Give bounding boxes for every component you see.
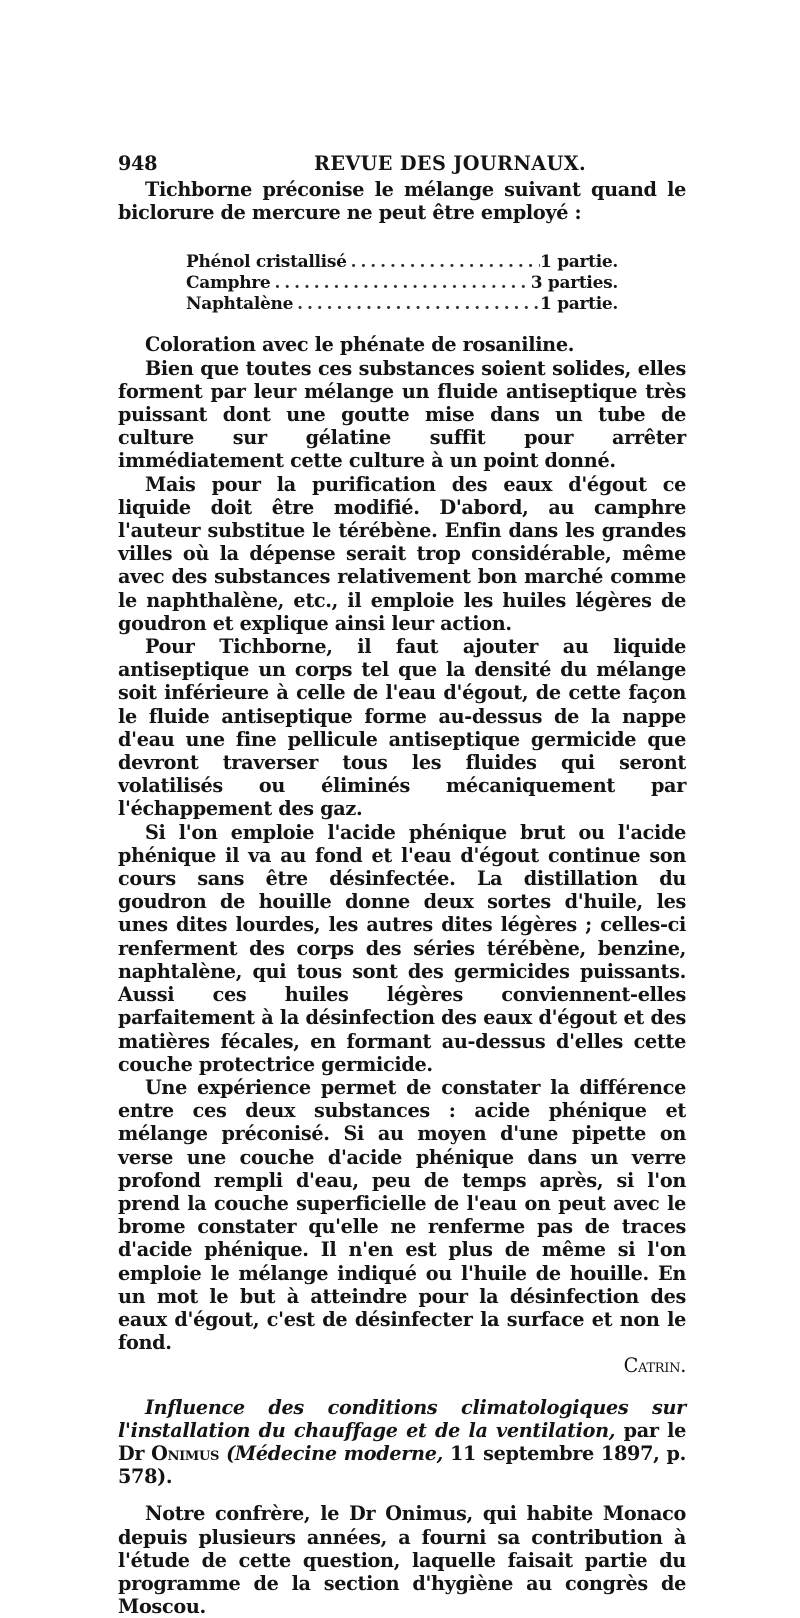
body-paragraph: Coloration avec le phénate de rosaniline. [145,333,575,357]
recipe-quantity: 1 partie. [540,294,618,315]
article-source: (Médecine moderne, [226,1441,443,1465]
article-paragraph: Notre confrère, le Dr Onimus, qui habite Monaco depuis plusieurs années, a fourni sa contribution à l'étude de cette question, laquelle faisait partie du programme de la section d'hygiène au congrès de Moscou. [118,1502,686,1618]
recipe-ingredient: Naphtalène [186,294,294,315]
intro-paragraph: Tichborne préconise le mélange suivant quand le biclorure de mercure ne peut être employé : [118,178,686,225]
article-date: 11 septembre 1897, p. 578). [118,1441,686,1489]
leader-dots [293,294,540,315]
body-paragraph: Bien que toutes ces substances soient solides, elles forment par leur mélange un fluide antiseptique très puissant dont une goutte mise dans un tube de culture sur gélatine suffit pour arrêter immédiatement cette culture à un point donné. [118,356,686,473]
author-signature: Catrin. [623,1354,686,1378]
article-heading [118,1396,686,1489]
recipe-row [186,294,618,315]
body-paragraph: Si l'on emploie l'acide phénique brut ou l'acide phénique il va au fond et l'eau d'égout continue son cours sans être désinfectée. La distillation du goudron de houille donne deux sortes d'huile, les unes dites lourdes, les autres dites légères ; celles-ci renferment des corps des séries térébène, benzine, naphtalène, qui tous sont des germicides puissants. Aussi ces huiles légères conviennent-elles parfaitement à la désinfection des eaux d'égout et des matières fécales, en formant au-dessus d'elles cette couche protectrice germicide. [118,820,686,1076]
recipe-quantity: 3 parties. [530,273,618,294]
recipe-row [186,273,618,294]
leader-dots [347,252,540,273]
article-author: Onimus [151,1441,220,1465]
leader-dots [270,273,530,294]
recipe-ingredient: Phénol cristallisé [186,252,347,273]
recipe-row [186,252,618,273]
recipe-ingredient: Camphre [186,273,271,294]
recipe-quantity: 1 partie. [540,252,618,273]
running-header [118,152,686,178]
article-byline: par le Dr [118,1418,687,1465]
page-number: 948 [118,152,158,175]
recipe-list [186,252,618,315]
text-column [118,152,686,1618]
body-paragraph: Mais pour la purification des eaux d'égout ce liquide doit être modifié. D'abord, au camphre l'auteur substitue le térébène. Enfin dans les grandes villes où la dépense serait trop considérable, même avec des substances relativement bon marché comme le naphthalène, etc., il emploie les huiles légères de goudron et explique ainsi leur action. [118,472,686,635]
running-title: REVUE DES JOURNAUX. [314,152,587,175]
body-paragraph: Une expérience permet de constater la différence entre ces deux substances : acide phénique et mélange préconisé. Si au moyen d'une pipette on verse une couche d'acide phénique dans un verre profond rempli d'eau, peu de temps après, si l'on prend la couche superficielle de l'eau on peut avec le brome constater qu'elle ne renferme pas de traces d'acide phénique. Il n'en est plus de même si l'on emploie le mélange indiqué ou l'huile de houille. En un mot le but à atteindre pour la désinfection des eaux d'égout, c'est de désinfecter la surface et non le fond. [118,1075,686,1355]
article-title: Influence des conditions climatologiques sur l'installation du chauffage et de la ventilation, [118,1395,686,1442]
body-paragraph: Pour Tichborne, il faut ajouter au liquide antiseptique un corps tel que la densité du mélange soit inférieure à celle de l'eau d'égout, de cette façon le fluide antiseptique forme au-dessus de la nappe d'eau une fine pellicule antiseptique germicide que devront traverser tous les fluides qui seront volatilisés ou éliminés mécaniquement par l'échappement des gaz. [118,635,686,821]
